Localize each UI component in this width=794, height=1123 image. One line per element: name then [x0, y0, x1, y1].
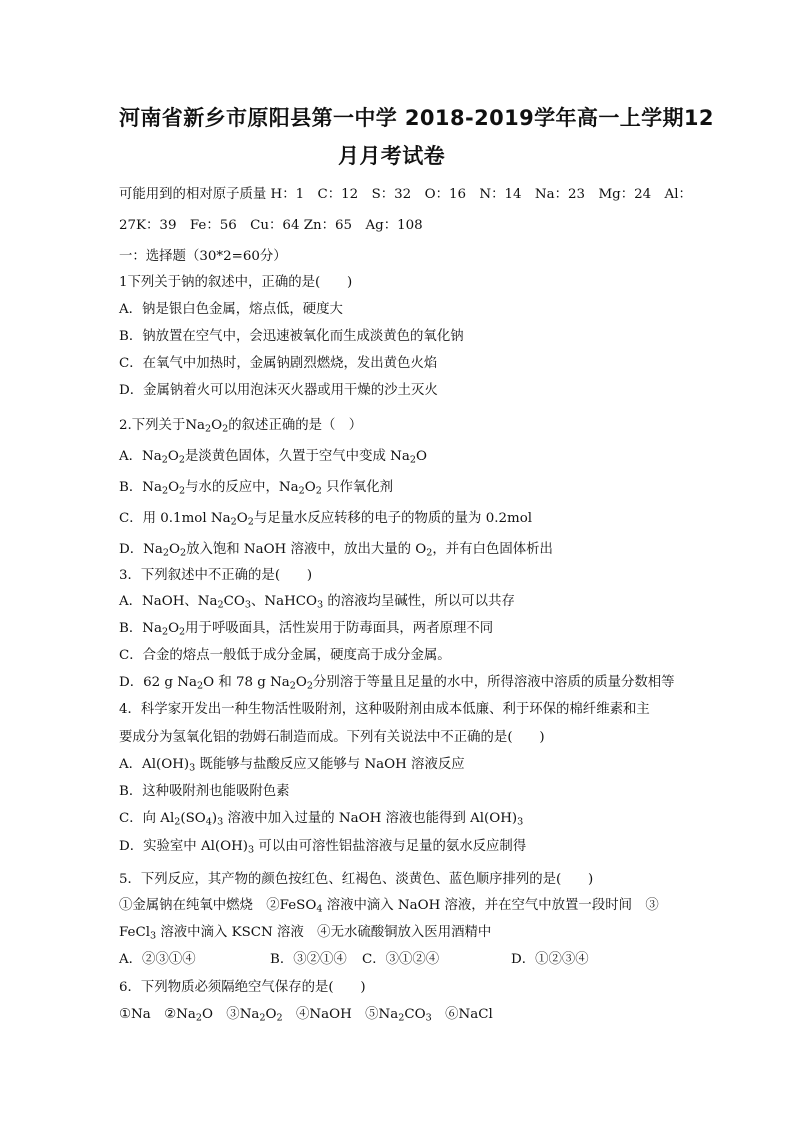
exam-title-line-1: 河南省新乡市原阳县第一中学 2018-2019学年高一上学期12 — [119, 106, 714, 130]
q1-stem: 1下列关于钠的叙述中，正确的是( ) — [119, 275, 353, 290]
q2-stem: 2.下列关于$Na_2O_2$的叙述正确的是（ ） — [119, 418, 363, 435]
q5-items-line-2: FeCl$_3$ 溶液中滴入 KSCN 溶液 ④无水硫酸铜放入医用酒精中 — [119, 925, 492, 942]
section-heading: 一：选择题（30*2=60分） — [119, 249, 287, 264]
atomic-mass-line-1: 可能用到的相对原子质量 H：1 C：12 S：32 O：16 N：14 Na：23 Mg：24 Al： — [119, 187, 692, 202]
q1-option-b: B．钠放置在空气中，会迅速被氧化而生成淡黄色的氧化钠 — [119, 329, 464, 344]
q1-option-c: C．在氧气中加热时，金属钠剧烈燃烧，发出黄色火焰 — [119, 356, 438, 371]
q2-option-c: C．用 0.1mol $Na_2O_2$与足量水反应转移的电子的物质的量为 0.2mol — [119, 511, 533, 528]
q1-option-d: D．金属钠着火可以用泡沫灭火器或用干燥的沙土灭火 — [119, 383, 438, 398]
q3-option-b: B．$Na_2O_2$用于呼吸面具，活性炭用于防毒面具，两者原理不同 — [119, 621, 494, 638]
q2-option-d: D．$Na_2O_2$放入饱和 NaOH 溶液中，放出大量的 $O_2$，并有白色固体析出 — [119, 542, 553, 559]
q5-stem: 5．下列反应，其产物的颜色按红色、红褐色、淡黄色、蓝色顺序排列的是( ) — [119, 872, 594, 887]
atomic-mass-line-2: 27K：39 Fe：56 Cu：64 Zn：65 Ag：108 — [119, 218, 423, 233]
exam-title-line-2: 月月考试卷 — [338, 144, 445, 168]
q5-option-d: D．①②③④ — [511, 952, 589, 967]
q4-option-d: D．实验室中 $Al(OH)_3$ 可以由可溶性铝盐溶液与足量的氨水反应制得 — [119, 839, 527, 856]
q4-stem-line-2: 要成分为氢氧化铝的勃姆石制造而成。下列有关说法中不正确的是( ) — [119, 730, 545, 745]
q3-option-c: C．合金的熔点一般低于成分金属，硬度高于成分金属。 — [119, 648, 451, 663]
q3-stem: 3．下列叙述中不正确的是( ) — [119, 568, 313, 583]
q4-stem-line-1: 4．科学家开发出一种生物活性吸附剂，这种吸附剂由成本低廉、利于环保的棉纤维素和主 — [119, 702, 650, 717]
q1-option-a: A．钠是银白色金属，熔点低，硬度大 — [119, 302, 343, 317]
q6-items: ①Na $②Na_2O$ $③Na_2O_2$ ④NaOH $⑤Na_2CO_3$ ⑥NaCl — [119, 1007, 493, 1024]
q4-option-b: B．这种吸附剂也能吸附色素 — [119, 784, 290, 799]
q5-option-b: B．③②①④ — [270, 952, 347, 967]
q3-option-a: A．NaOH、$Na_2CO_3$、NaHCO$_3$ 的溶液均呈碱性，所以可以共存 — [119, 594, 515, 611]
q4-option-a: A．$Al(OH)_3$ 既能够与盐酸反应又能够与 NaOH 溶液反应 — [119, 757, 465, 774]
q3-option-d: D．62 g $Na_2O$ 和 78 g $Na_2O_2$分别溶于等量且足量的水中，所得溶液中溶质的质量分数相等 — [119, 675, 675, 692]
q5-option-a: A．②③①④ — [119, 952, 196, 967]
q4-option-c: C．向 $Al_2(SO_4)_3$ 溶液中加入过量的 NaOH 溶液也能得到 $Al(OH)_3$ — [119, 811, 524, 828]
q6-stem: 6．下列物质必须隔绝空气保存的是( ) — [119, 980, 366, 995]
q5-option-c: C．③①②④ — [362, 952, 440, 967]
q2-option-b: B．$Na_2O_2$与水的反应中，$Na_2O_2$ 只作氧化剂 — [119, 480, 394, 497]
q2-option-a: A．$Na_2O_2$是淡黄色固体，久置于空气中变成 $Na_2O$ — [119, 449, 427, 466]
q5-items-line-1: ①金属钠在纯氧中燃烧 ②FeSO$_4$ 溶液中滴入 NaOH 溶液，并在空气中放置一段时间 ③ — [119, 898, 659, 915]
